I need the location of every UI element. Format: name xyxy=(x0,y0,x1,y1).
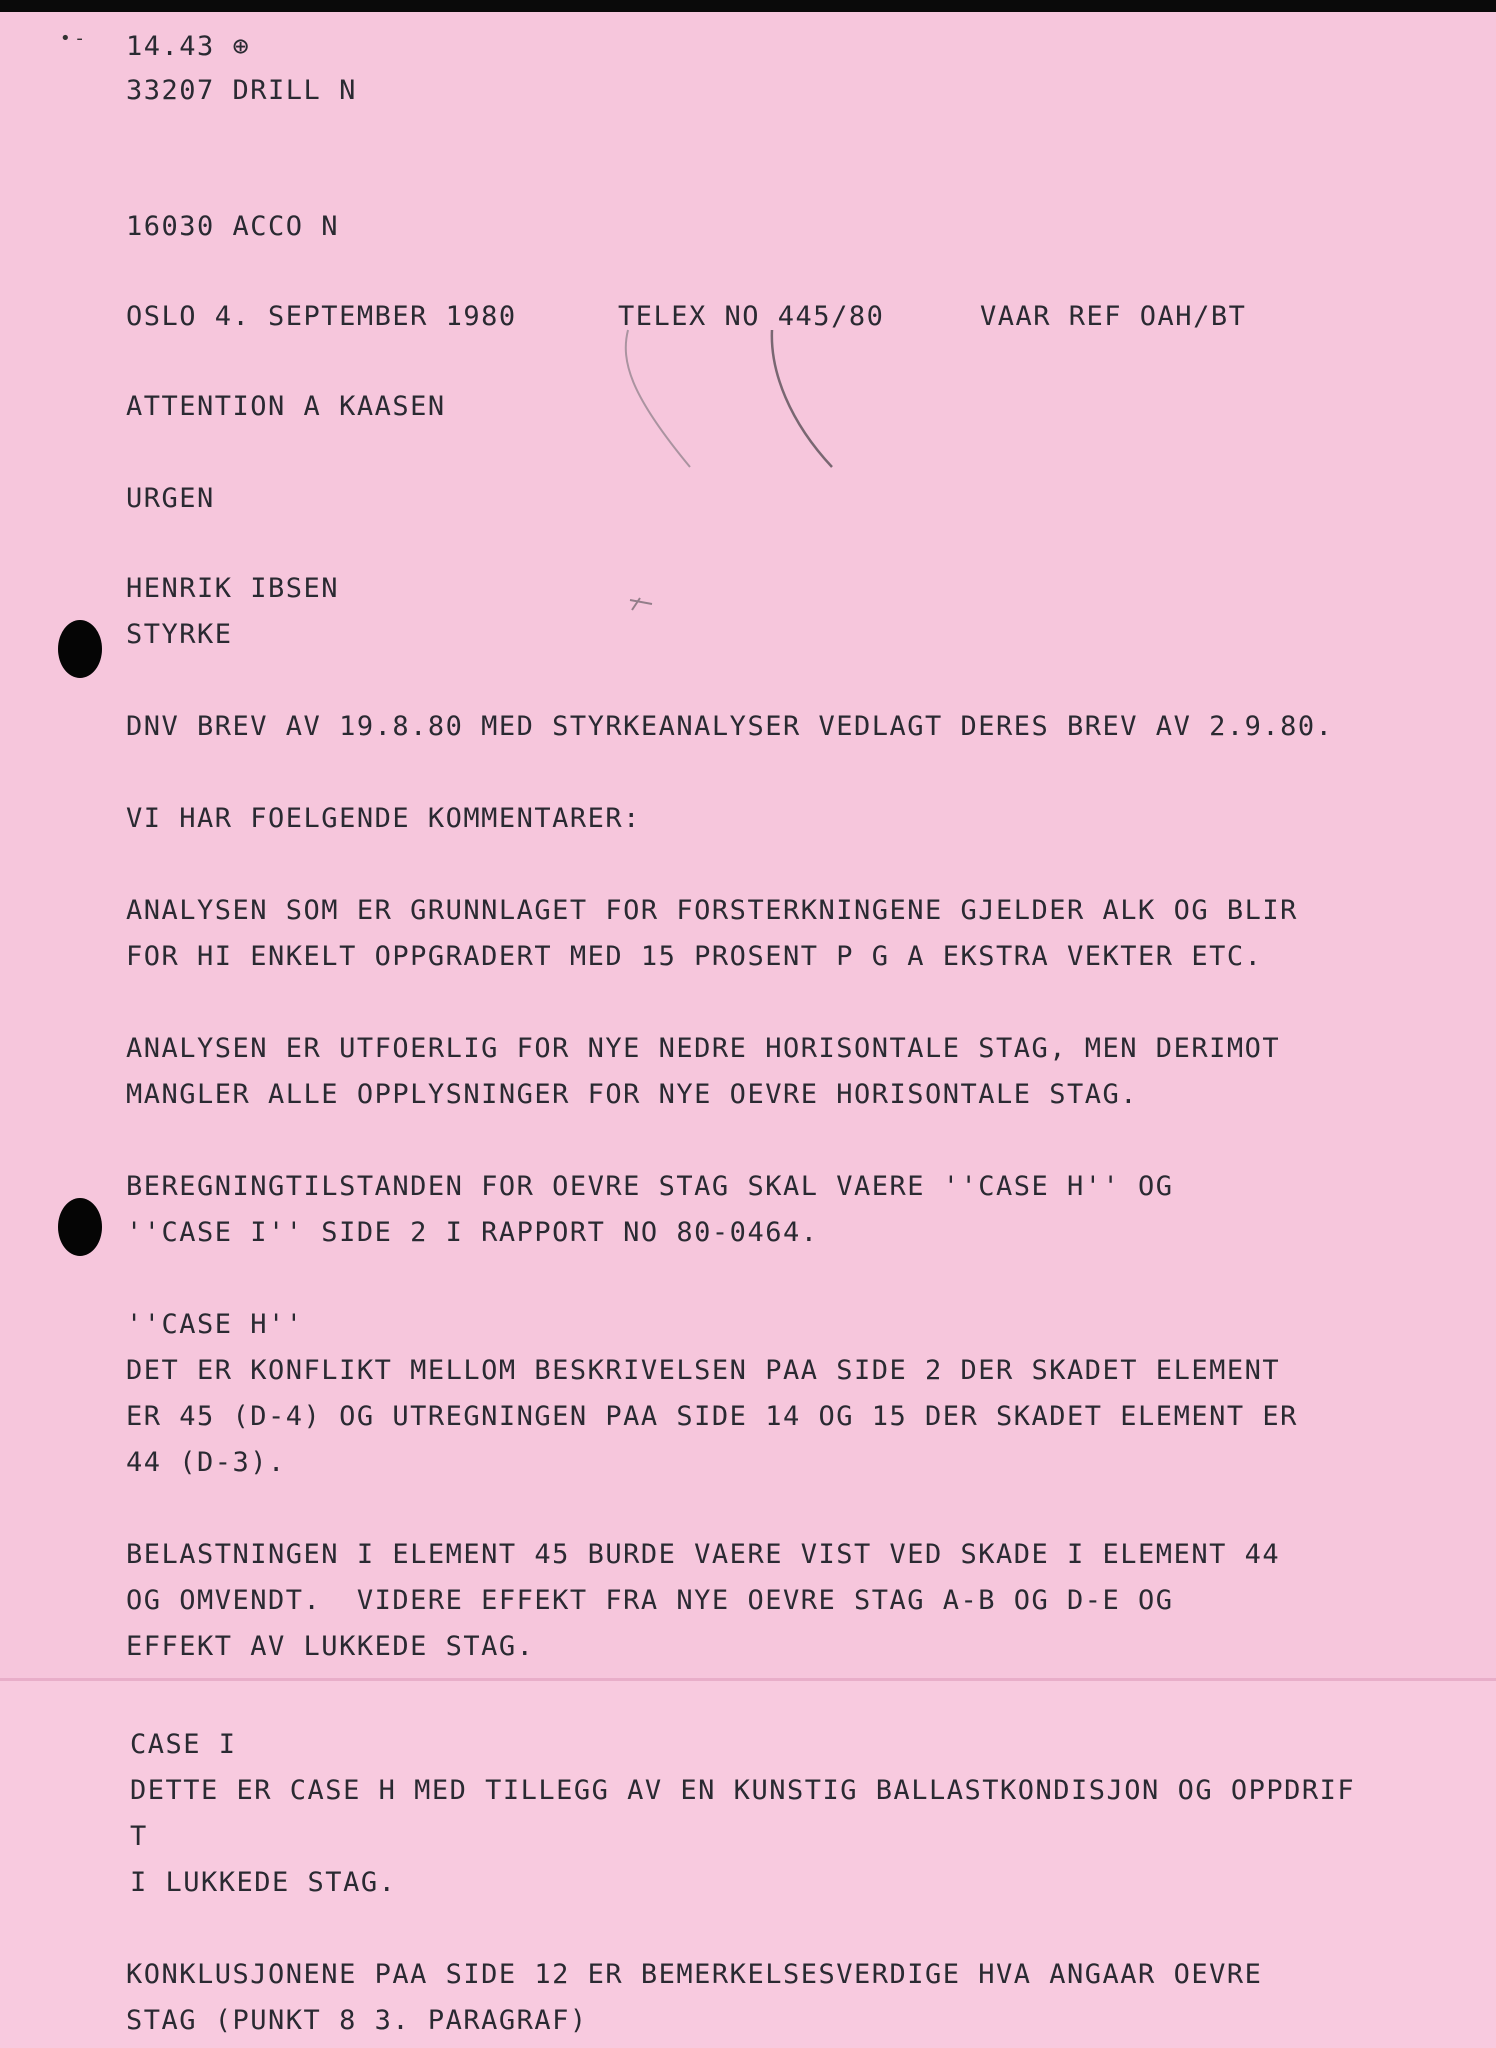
body-line: FOR HI ENKELT OPPGRADERT MED 15 PROSENT P G A EKSTRA VEKTER ETC. xyxy=(126,941,1263,972)
header-line-answerback: 33207 DRILL N xyxy=(126,75,357,106)
body-line: MANGLER ALLE OPPLYSNINGER FOR NYE OEVRE HORISONTALE STAG. xyxy=(126,1079,1139,1110)
body-line: ''CASE I'' SIDE 2 I RAPPORT NO 80-0464. xyxy=(126,1217,819,1248)
body-line: 44 (D-3). xyxy=(126,1447,286,1478)
telex-page xyxy=(0,12,1496,2048)
body-line: ER 45 (D-4) OG UTREGNINGEN PAA SIDE 14 OG 15 DER SKADET ELEMENT ER xyxy=(126,1401,1298,1432)
body-line: ANALYSEN SOM ER GRUNNLAGET FOR FORSTERKNINGENE GJELDER ALK OG BLIR xyxy=(126,895,1298,926)
our-reference: VAAR REF OAH/BT xyxy=(980,301,1247,332)
pencil-marks xyxy=(0,12,1496,2048)
priority-line: URGEN xyxy=(126,483,215,514)
body-line: EFFEKT AV LUKKEDE STAG. xyxy=(126,1631,535,1662)
header-line-recipient: 16030 ACCO N xyxy=(126,211,340,242)
body-line: ''CASE H'' xyxy=(126,1309,304,1340)
body-line: CASE I xyxy=(130,1729,237,1760)
corner-mark: • - xyxy=(60,28,83,49)
vessel-name: HENRIK IBSEN xyxy=(126,573,340,604)
body-line: BEREGNINGTILSTANDEN FOR OEVRE STAG SKAL VAERE ''CASE H'' OG xyxy=(126,1171,1174,1202)
body-line: DNV BREV AV 19.8.80 MED STYRKEANALYSER VEDLAGT DERES BREV AV 2.9.80. xyxy=(126,711,1334,742)
body-line: DETTE ER CASE H MED TILLEGG AV EN KUNSTIG BALLASTKONDISJON OG OPPDRIF xyxy=(130,1775,1356,1806)
body-line: STAG (PUNKT 8 3. PARAGRAF) xyxy=(126,2005,588,2036)
attention-line: ATTENTION A KAASEN xyxy=(126,391,446,422)
telex-number: TELEX NO 445/80 xyxy=(618,301,885,332)
body-line: KONKLUSJONENE PAA SIDE 12 ER BEMERKELSESVERDIGE HVA ANGAAR OEVRE xyxy=(126,1959,1263,1990)
body-line: BELASTNINGEN I ELEMENT 45 BURDE VAERE VIST VED SKADE I ELEMENT 44 xyxy=(126,1539,1281,1570)
subject-line: STYRKE xyxy=(126,619,233,650)
body-line: I LUKKEDE STAG. xyxy=(130,1867,397,1898)
place-date: OSLO 4. SEPTEMBER 1980 xyxy=(126,301,517,332)
body-line: OG OMVENDT. VIDERE EFFEKT FRA NYE OEVRE STAG A-B OG D-E OG xyxy=(126,1585,1174,1616)
body-line: ANALYSEN ER UTFOERLIG FOR NYE NEDRE HORISONTALE STAG, MEN DERIMOT xyxy=(126,1033,1281,1064)
body-line: T xyxy=(130,1821,148,1852)
body-line: DET ER KONFLIKT MELLOM BESKRIVELSEN PAA SIDE 2 DER SKADET ELEMENT xyxy=(126,1355,1281,1386)
body-line: VI HAR FOELGENDE KOMMENTARER: xyxy=(126,803,641,834)
header-line-time: 14.43 ⊕ xyxy=(126,31,251,62)
